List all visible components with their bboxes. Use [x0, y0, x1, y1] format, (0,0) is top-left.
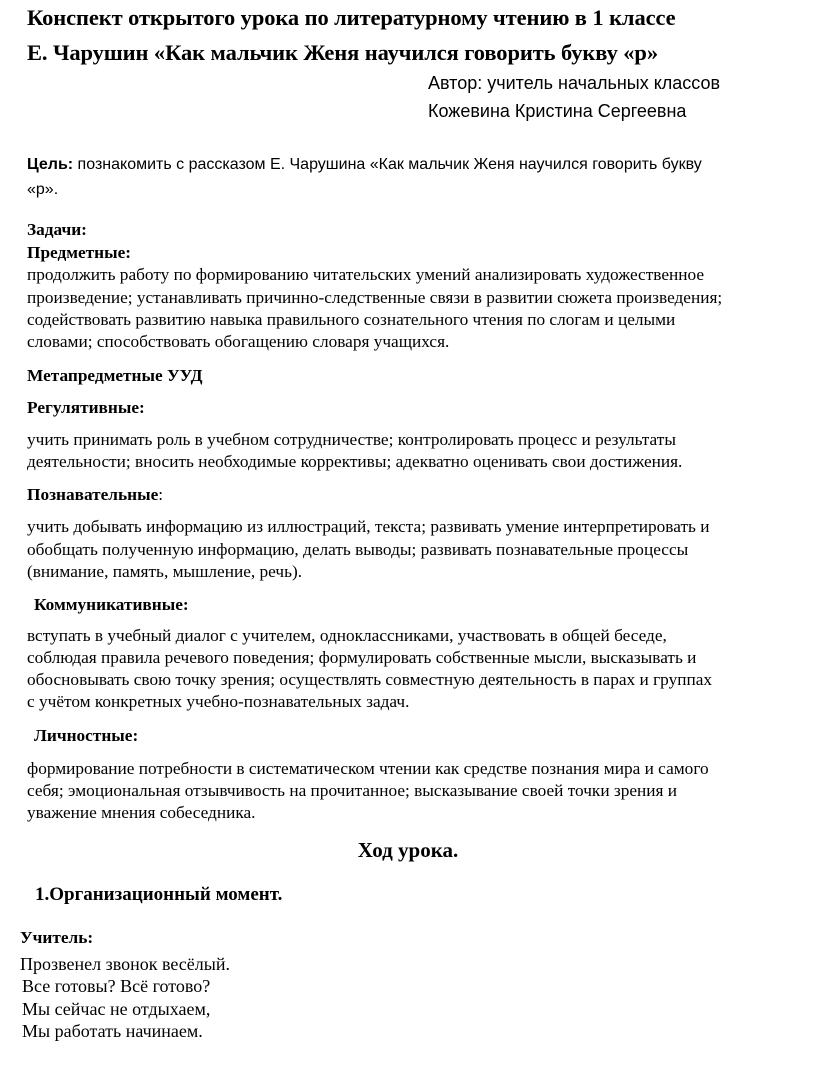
goal-line-1 [27, 156, 702, 174]
poem-line: Все готовы? Всё готово? [22, 976, 211, 996]
personal-text-line: формирование потребности в систематическом чтении как средстве познания мира и самого [27, 759, 709, 778]
communicative-text-line: с учётом конкретных учебно-познавательных задач. [27, 692, 410, 711]
subject-text-line: содействовать развитию навыка правильного сознательного чтения по слогам и целыми [27, 310, 676, 329]
cognitive-text-line: обобщать полученную информацию, делать выводы; развивать познавательные процессы [27, 540, 689, 559]
poem-line: Прозвенел звонок весёлый. [20, 954, 230, 974]
personal-text-line: себя; эмоциональная отзывчивость на прочитанное; высказывание своей точки зрения и [27, 781, 678, 800]
subject-heading: Предметные: [27, 243, 132, 262]
communicative-text-line: соблюдая правила речевого поведения; формулировать собственные мысли, высказывать и [27, 648, 697, 667]
teacher-label: Учитель: [20, 928, 94, 947]
communicative-heading: Коммуникативные: [34, 595, 189, 614]
cognitive-heading: Познавательные [27, 485, 159, 504]
poem-line: Мы работать начинаем. [22, 1021, 203, 1041]
goal-text: познакомить с рассказом Е. Чарушина «Как мальчик Женя научился говорить букву [73, 156, 702, 173]
document-title-line-1: Конспект открытого урока по литературному чтению в 1 классе [27, 5, 676, 30]
poem-line: Мы сейчас не отдыхаем, [22, 999, 211, 1019]
regulative-text-line: деятельности; вносить необходимые коррективы; адекватно оценивать свои достижения. [27, 452, 683, 471]
document-title-line-2: Е. Чарушин «Как мальчик Женя научился говорить букву «р» [27, 40, 658, 65]
tasks-heading: Задачи: [27, 220, 87, 239]
lesson-heading: Ход урока. [357, 838, 459, 862]
subject-text-line: продолжить работу по формированию читательских умений анализировать художественное [27, 265, 705, 284]
meta-heading: Метапредметные УУД [27, 366, 203, 385]
cognitive-text-line: учить добывать информацию из иллюстраций, текста; развивать умение интерпретировать и [27, 517, 710, 536]
author-line-2: Кожевина Кристина Сергеевна [428, 101, 687, 121]
cognitive-text-line: (внимание, память, мышление, речь). [27, 562, 303, 581]
personal-heading: Личностные: [34, 726, 139, 745]
personal-text-line: уважение мнения собеседника. [27, 803, 256, 822]
regulative-text-line: учить принимать роль в учебном сотрудничестве; контролировать процесс и результаты [27, 430, 676, 449]
communicative-text-line: обосновывать свою точку зрения; осуществлять совместную деятельность в парах и группах [27, 670, 713, 689]
goal-line-2: «р». [27, 181, 59, 198]
subject-text-line: произведение; устанавливать причинно-следственные связи в развитии сюжета произведения; [27, 288, 723, 307]
regulative-heading: Регулятивные: [27, 398, 145, 417]
cognitive-colon: : [158, 485, 164, 504]
goal-label: Цель: [27, 156, 74, 173]
section-organizational-heading: 1.Организационный момент. [35, 884, 283, 905]
cognitive-heading-line [27, 485, 163, 505]
communicative-text-line: вступать в учебный диалог с учителем, одноклассниками, участвовать в общей беседе, [27, 626, 667, 645]
subject-text-line: словами; способствовать обогащению словаря учащихся. [27, 332, 450, 351]
author-line-1: Автор: учитель начальных классов [428, 73, 721, 93]
